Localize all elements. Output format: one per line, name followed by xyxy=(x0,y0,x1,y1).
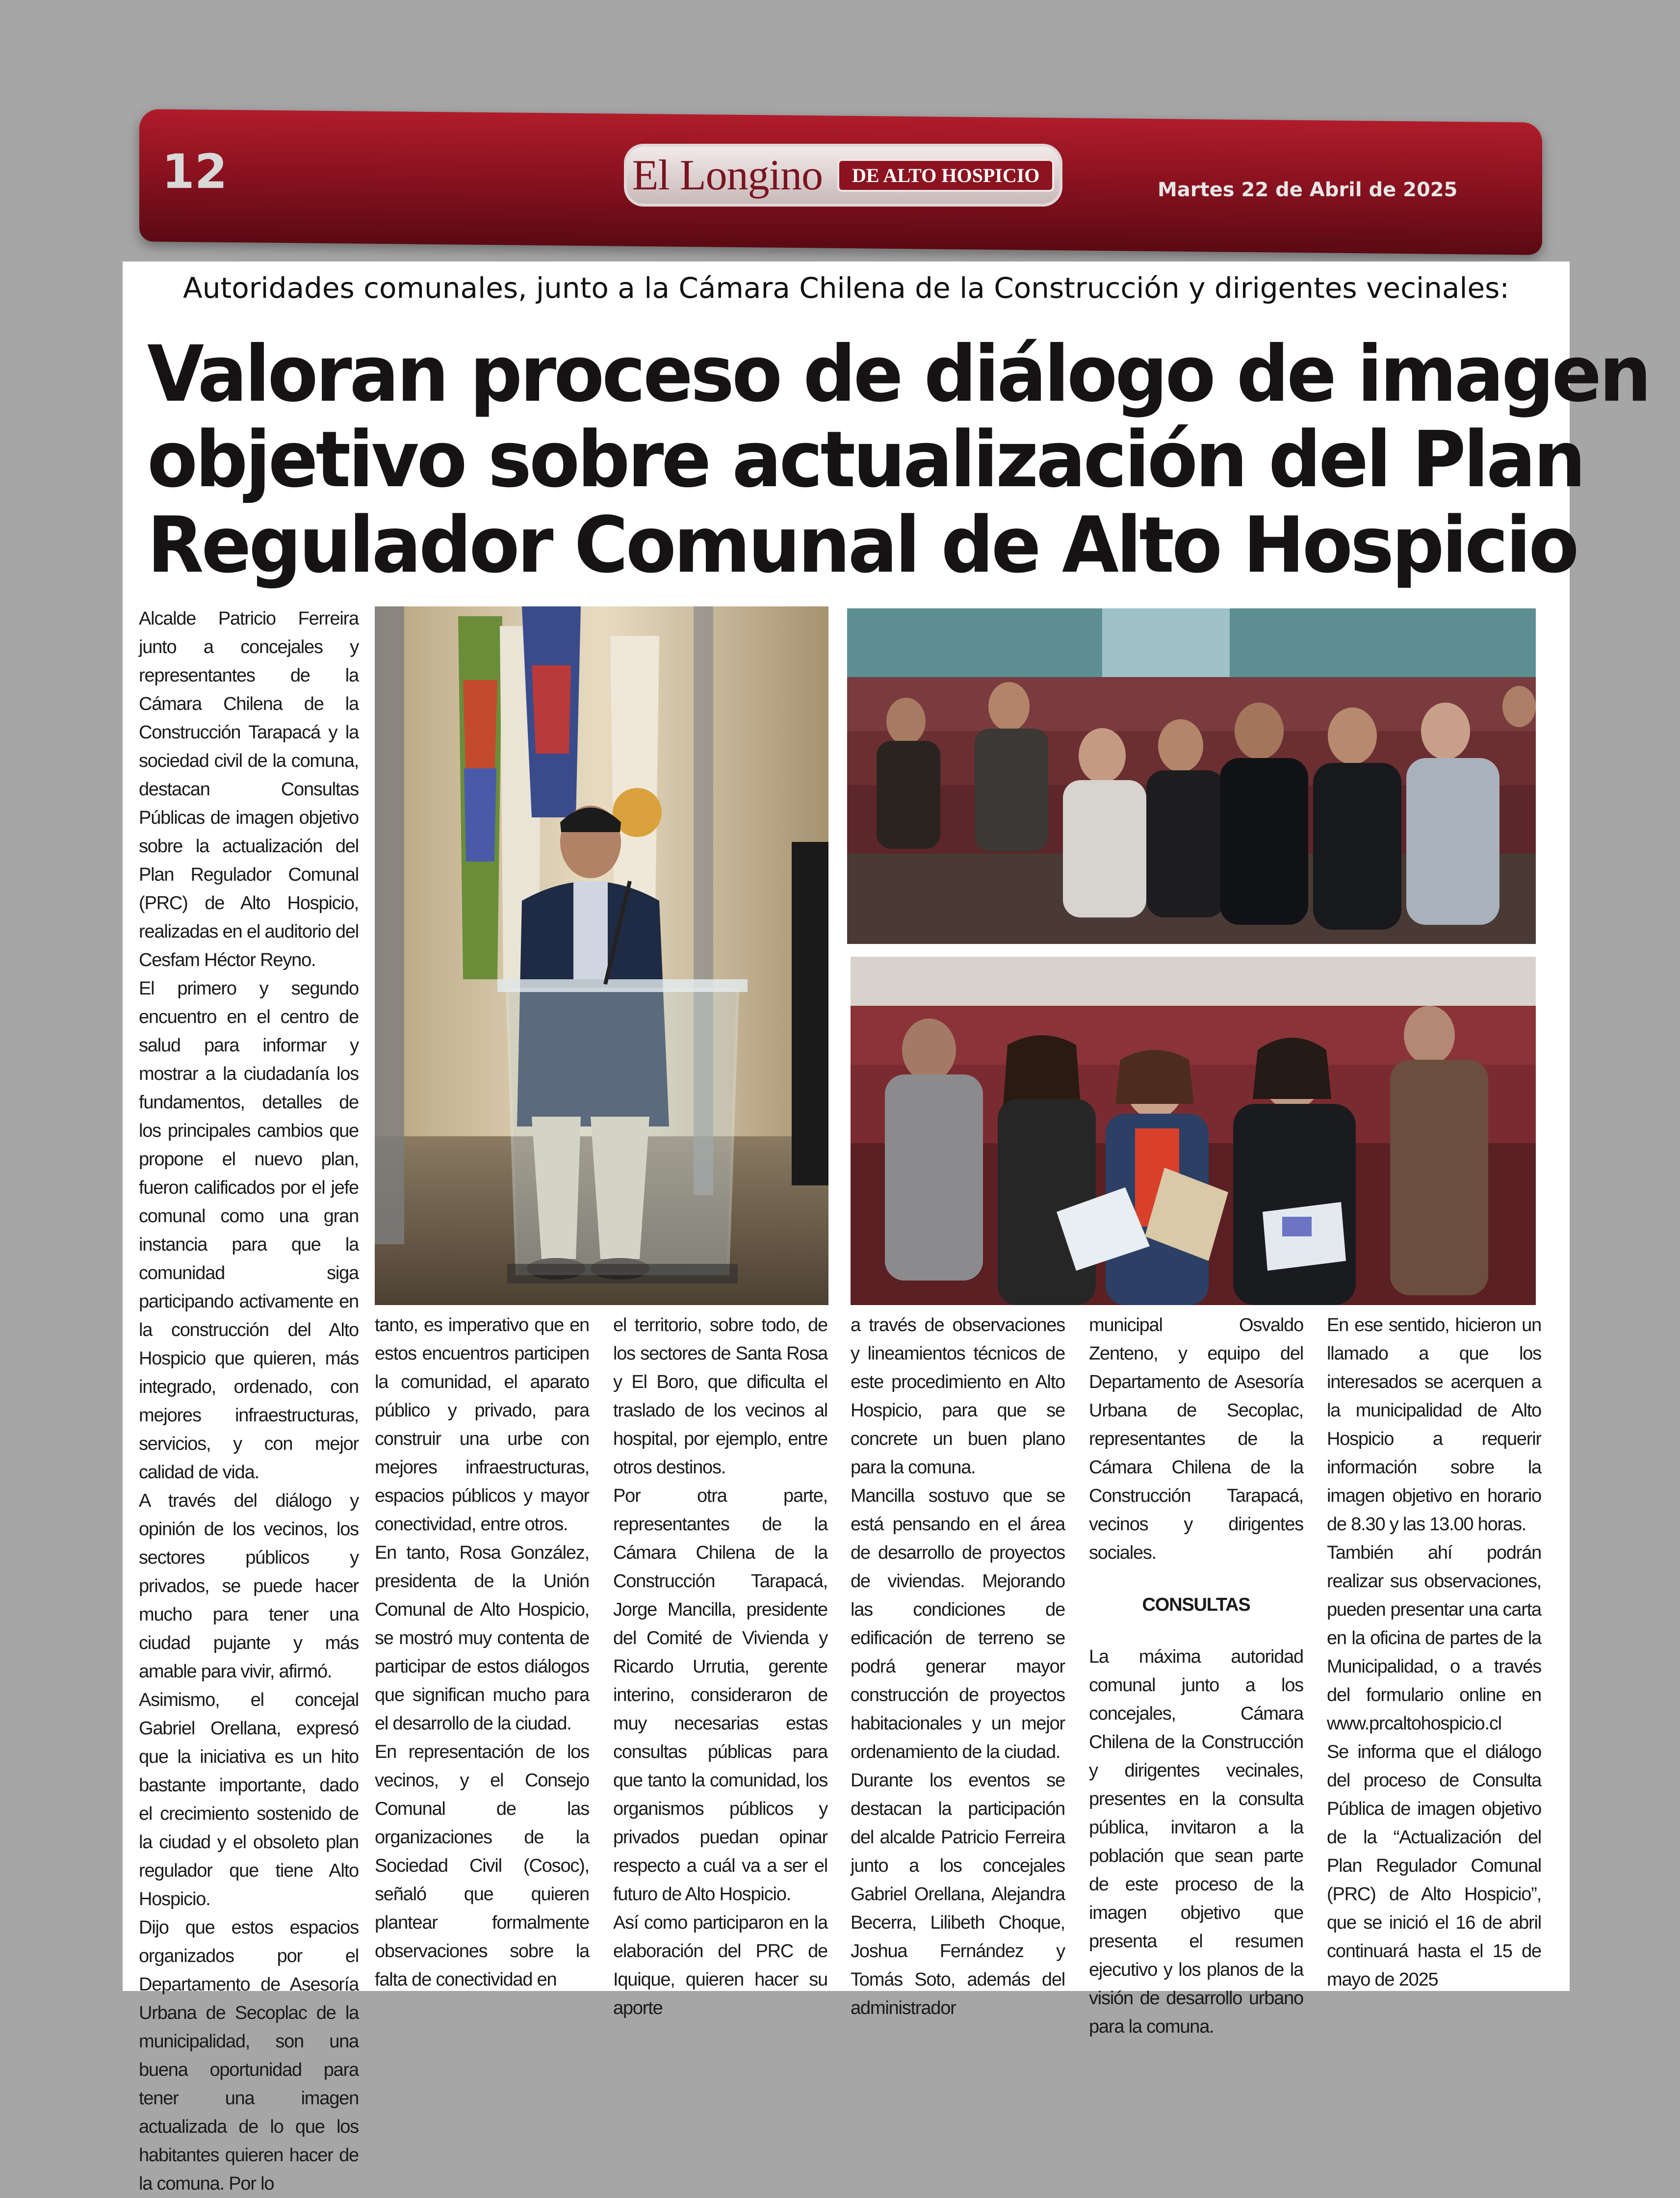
paragraph: a través de observaciones y lineamientos técnicos de este procedimiento en Alto Hospicio, para que se concrete un buen plano para la comuna. xyxy=(851,1315,1065,1478)
article-column-4 xyxy=(851,1311,1065,2022)
paragraph: En tanto, Rosa González, presidenta de la Unión Comunal de Alto Hospicio, se mostró muy contenta de participar de estos diálogos que significan mucho para el desarrollo de la ciudad. xyxy=(375,1543,589,1734)
paragraph: También ahí podrán realizar sus observaciones, pueden presentar una carta en la oficina de partes de la Municipalidad, o a través del formulario online en www.prcaltohospicio.cl xyxy=(1327,1543,1541,1734)
paragraph: A través del diálogo y opinión de los vecinos, los sectores públicos y privados, se puede hacer mucho para tener una ciudad pujante y más amable para vivir, afirmó. xyxy=(139,1491,359,1682)
article-column-1 xyxy=(139,604,359,2198)
headline-line-2: objetivo sobre actualización del Plan xyxy=(147,415,1584,505)
paragraph: municipal Osvaldo Zenteno, y equipo del Departamento de Asesoría Urbana de Secoplac, representantes de la Cámara Chilena de la Construcción Tarapacá, vecinos y dirigentes sociales. xyxy=(1089,1315,1303,1563)
audience-seated-photo xyxy=(847,608,1536,944)
paragraph: el territorio, sobre todo, de los sectores de Santa Rosa y El Boro, que dificulta el traslado de los vecinos al hospital, por ejemplo, entre otros destinos. xyxy=(613,1315,827,1478)
page-number: 12 xyxy=(162,144,228,199)
paragraph: Así como participaron en la elaboración del PRC de Iquique, quieren hacer su aporte xyxy=(613,1912,827,2018)
logo-name: El Longino xyxy=(632,151,823,199)
paragraph: Durante los eventos se destacan la participación del alcalde Patricio Ferreira junto a los concejales Gabriel Orellana, Alejandra Becerra, Lilibeth Choque, Joshua Fernández y Tomás Soto, además del administrador xyxy=(851,1770,1065,2018)
paragraph: Se informa que el diálogo del proceso de Consulta Pública de imagen objetivo de la “Actualización del Plan Regulador Comunal (PRC) de Alto Hospicio”, que se inició el 16 de abril continuará hasta el 15 de mayo de 2025 xyxy=(1327,1742,1541,1990)
article-column-5 xyxy=(1089,1311,1303,2041)
paragraph: En ese sentido, hicieron un llamado a que los interesados se acerquen a la municipalidad de Alto Hospicio a requerir información sobre la imagen objetivo en horario de 8.30 y las 13.00 horas. xyxy=(1327,1315,1541,1535)
newspaper-logo xyxy=(624,144,1062,207)
paragraph: Por otra parte, representantes de la Cámara Chilena de la Construcción Tarapacá, Jorge Mancilla, presidente del Comité de Vivienda y Ricardo Urrutia, gerente interino, consideraron de muy necesarias estas consultas públicas para que tanto la comunidad, los organismos públicos y privados puedan opinar respecto a cuál va a ser el futuro de Alto Hospicio. xyxy=(613,1486,827,1905)
paragraph: Asimismo, el concejal Gabriel Orellana, expresó que la iniciativa es un hito bastante importante, dado el crecimiento sostenido de la ciudad y el obsoleto plan regulador que tiene Alto Hospicio. xyxy=(139,1690,359,1910)
paragraph: Alcalde Patricio Ferreira junto a concejales y representantes de la Cámara Chilena de la Construcción Tarapacá y la sociedad civil de la comuna, destacan Consultas Públicas de imagen objetivo sobre la actualización del Plan Regulador Comunal (PRC) de Alto Hospicio, realizadas en el auditorio del Cesfam Héctor Reyno. xyxy=(139,608,359,970)
article-kicker: Autoridades comunales, junto a la Cámara Chilena de la Construcción y dirigentes vecinales: xyxy=(183,271,1509,305)
article-column-6 xyxy=(1327,1311,1541,1994)
headline-line-1: Valoran proceso de diálogo de imagen xyxy=(147,329,1649,419)
section-subheading: CONSULTAS xyxy=(1142,1595,1250,1615)
paragraph: tanto, es imperativo que en estos encuentros participen la comunidad, el aparato público y privado, para construir una urbe con mejores infraestructuras, espacios públicos y mayor conectividad, entre otros. xyxy=(375,1315,589,1535)
headline-line-3: Regulador Comunal de Alto Hospicio xyxy=(147,500,1577,591)
article-headline xyxy=(147,329,1649,591)
article-column-3 xyxy=(613,1311,827,2022)
logo-subtitle: DE ALTO HOSPICIO xyxy=(837,159,1054,192)
paragraph: La máxima autoridad comunal junto a los concejales, Cámara Chilena de la Construcción y dirigentes vecinales, presentes en la consulta pública, invitaron a la población que sean parte de este proceso de la imagen objetivo que presenta el resumen ejecutivo y los planos de la visión de desarrollo urbano para la comuna. xyxy=(1089,1647,1303,2037)
women-with-brochures-photo xyxy=(851,957,1536,1305)
speaker-at-podium-photo xyxy=(375,606,828,1305)
paragraph: El primero y segundo encuentro en el centro de salud para informar y mostrar a la ciudadanía los fundamentos, detalles de los principales cambios que propone el nuevo plan, fueron calificados por el jefe comunal como una gran instancia para que la comunidad siga participando activamente en la construcción del Alto Hospicio que quieren, más integrado, ordenado, con mejores infraestructuras, servicios, y con mejor calidad de vida. xyxy=(139,978,359,1483)
article-column-2 xyxy=(375,1311,589,1994)
paragraph: Mancilla sostuvo que se está pensando en el área de desarrollo de proyectos de viviendas. Mejorando las condiciones de edificación de terreno se podrá generar mayor construcción de proyectos habitacionales y un mejor ordenamiento de la ciudad. xyxy=(851,1486,1065,1762)
paragraph: En representación de los vecinos, y el Consejo Comunal de las organizaciones de la Sociedad Civil (Cosoc), señaló que quieren plantear formalmente observaciones sobre la falta de conectividad en xyxy=(375,1742,589,1990)
paragraph: Dijo que estos espacios organizados por el Departamento de Asesoría Urbana de Secoplac de la municipalidad, son una buena oportunidad para tener una imagen actualizada de lo que los habitantes quieren hacer de la comuna. Por lo xyxy=(139,1917,359,2194)
issue-date: Martes 22 de Abril de 2025 xyxy=(1158,179,1458,201)
